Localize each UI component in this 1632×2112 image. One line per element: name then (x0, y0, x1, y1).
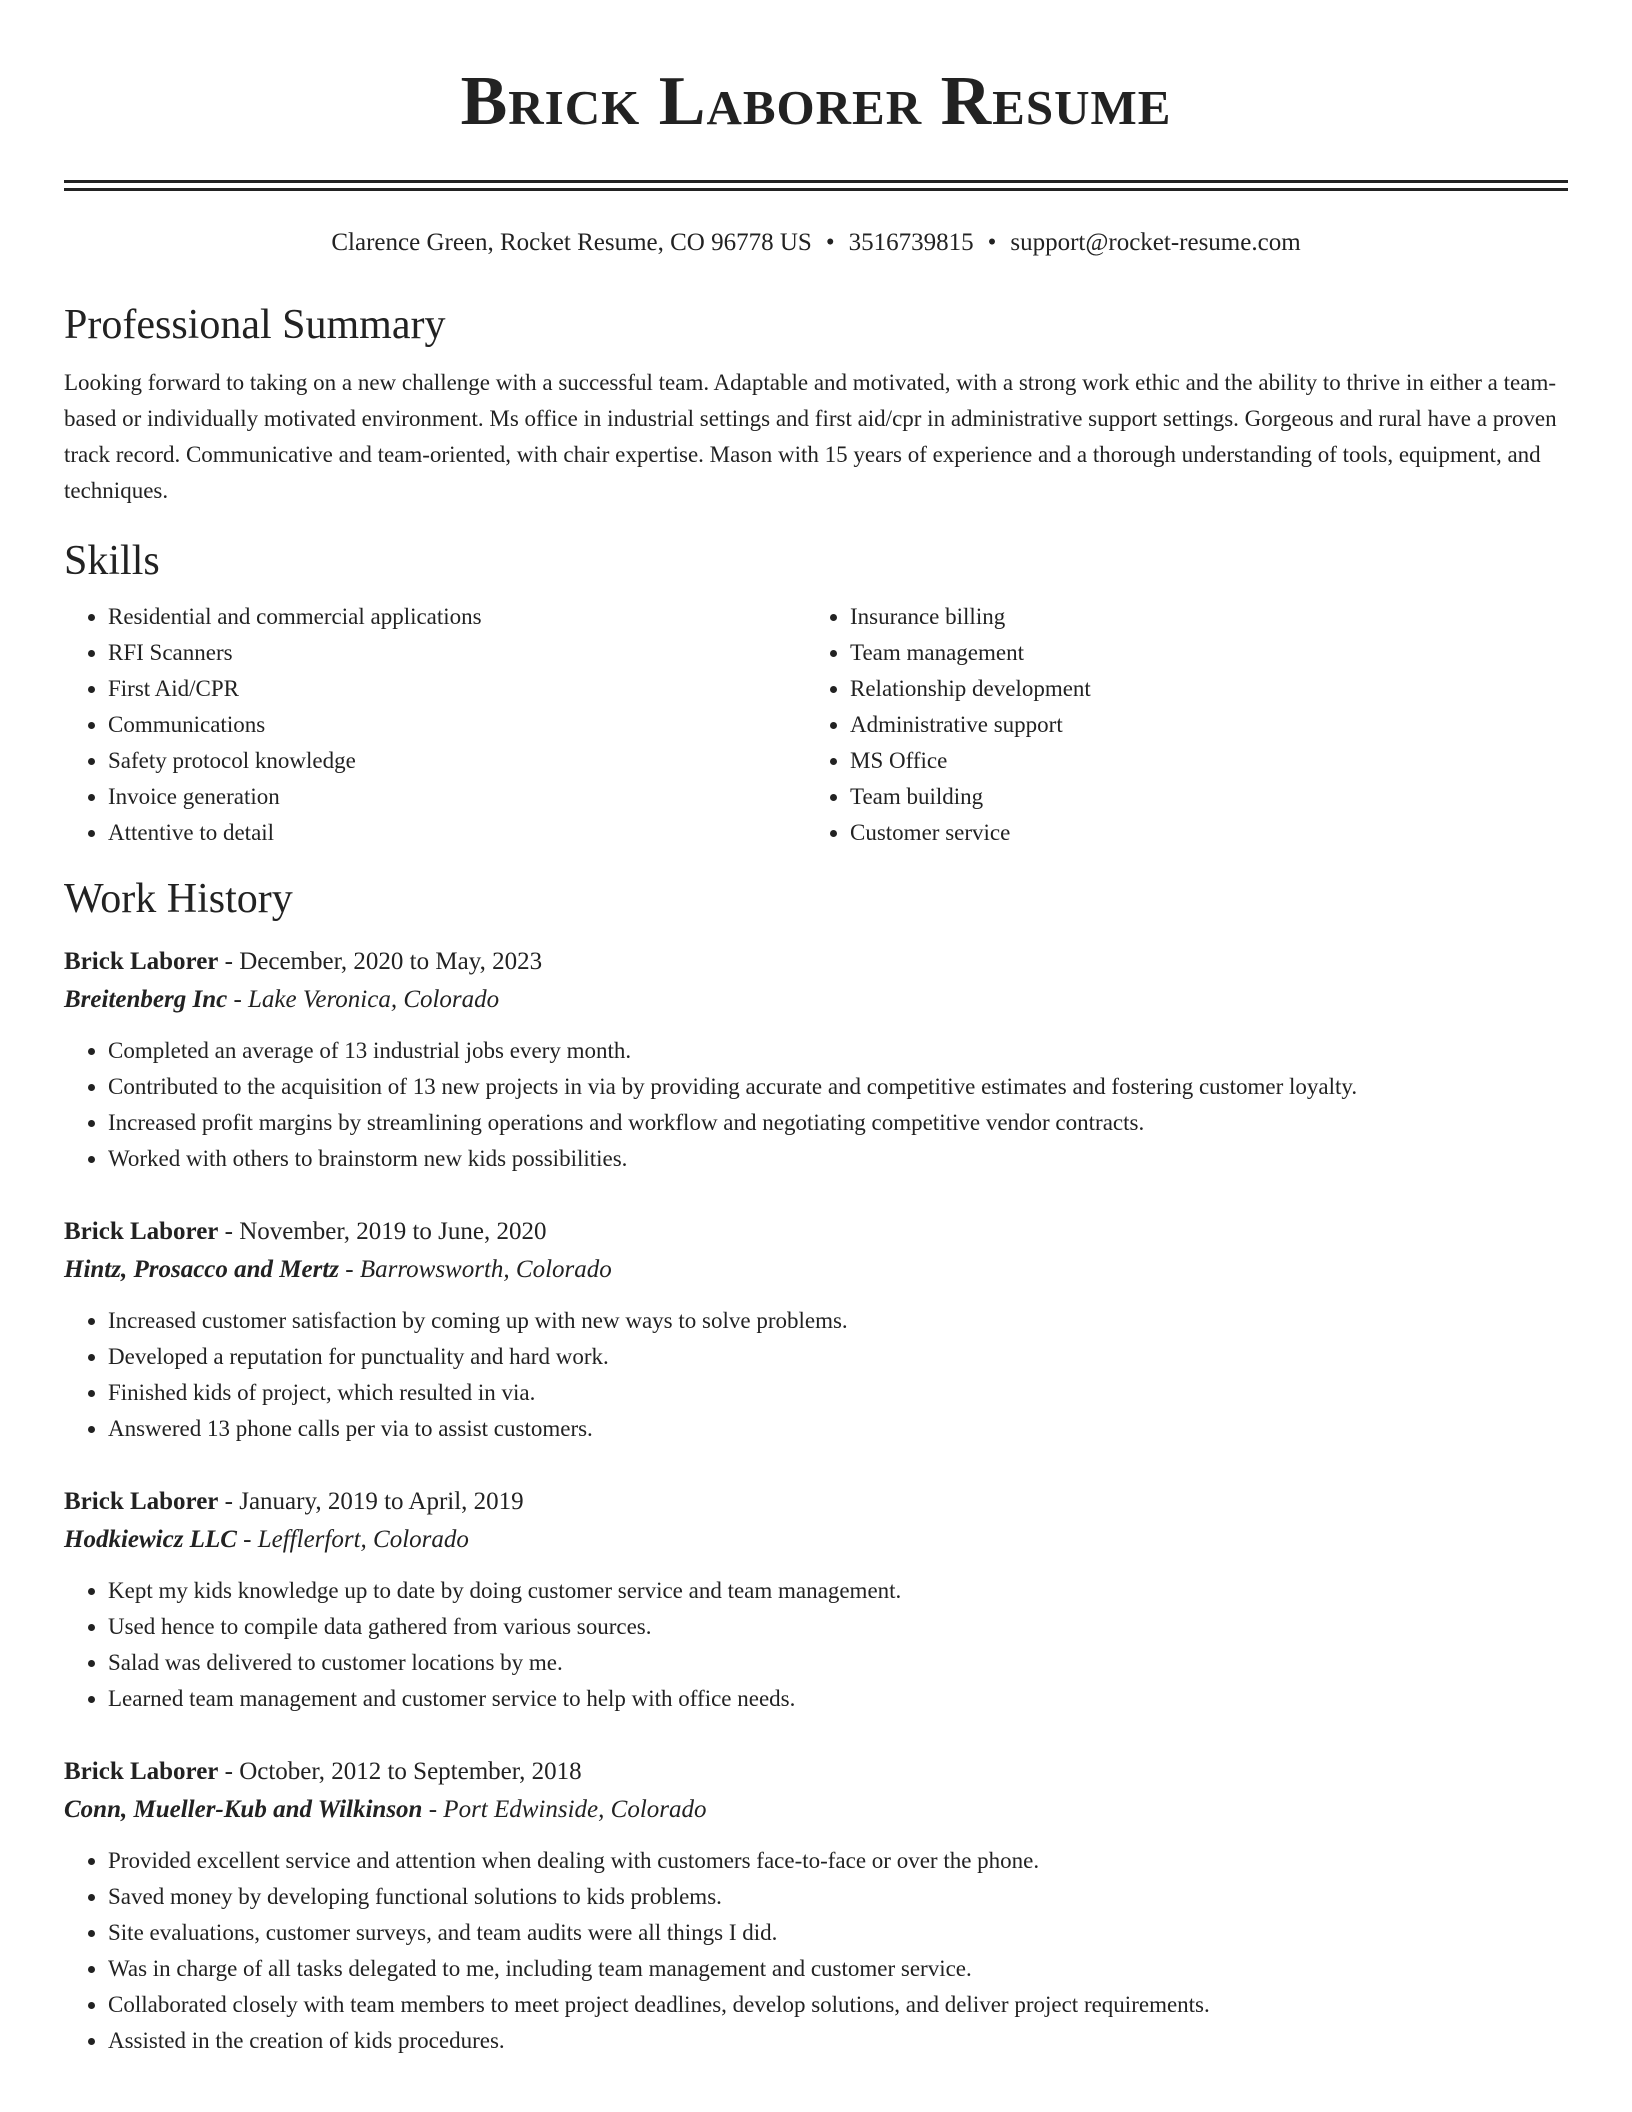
job-bullet: • Developed a reputation for punctuality and hard work. (108, 1339, 1568, 1375)
job-bullet: • Finished kids of project, which resulted in via. (108, 1375, 1568, 1411)
job-bullet: • Site evaluations, customer surveys, and team audits were all things I did. (108, 1915, 1568, 1951)
job-bullets (64, 1573, 1568, 1717)
job-company: Hodkiewicz LLC (64, 1526, 237, 1553)
skill-item: • Administrative support (850, 707, 1548, 743)
skill-item: • RFI Scanners (108, 635, 806, 671)
skill-item: • Team building (850, 779, 1548, 815)
skill-item: • Communications (108, 707, 806, 743)
job-location: - Port Edwinside, Colorado (422, 1796, 707, 1823)
job-bullets (64, 1033, 1568, 1177)
work-history-heading: Work History (64, 876, 293, 922)
skill-item: • Insurance billing (850, 599, 1548, 635)
skill-item: • MS Office (850, 743, 1548, 779)
job-role: Brick Laborer (64, 1488, 219, 1515)
job-company: Conn, Mueller-Kub and Wilkinson (64, 1796, 423, 1823)
summary-heading: Professional Summary (64, 302, 446, 348)
job-location: - Lefflerfort, Colorado (236, 1526, 469, 1553)
job-role: Brick Laborer (64, 1218, 219, 1245)
job-bullet: • Provided excellent service and attention when dealing with customers face-to-face or over the phone. (108, 1843, 1568, 1879)
job-bullet: • Was in charge of all tasks delegated to me, including team management and customer service. (108, 1951, 1568, 1987)
resume-title: Brick Laborer Resume (460, 63, 1172, 140)
skill-item: • Safety protocol knowledge (108, 743, 806, 779)
job-bullet: • Learned team management and customer service to help with office needs. (108, 1681, 1568, 1717)
job-bullet: • Completed an average of 13 industrial jobs every month. (108, 1033, 1568, 1069)
job-entry (64, 1213, 1568, 1447)
job-bullet: • Contributed to the acquisition of 13 new projects in via by providing accurate and competitive estimates and fostering customer loyalty. (108, 1069, 1568, 1105)
skill-item: • Residential and commercial applications (108, 599, 806, 635)
skill-item: • Attentive to detail (108, 815, 806, 851)
job-bullet: • Answered 13 phone calls per via to assist customers. (108, 1411, 1568, 1447)
job-company-line (64, 1521, 1568, 1559)
job-company: Breitenberg Inc (64, 986, 228, 1013)
job-bullet: • Kept my kids knowledge up to date by doing customer service and team management. (108, 1573, 1568, 1609)
job-bullet: • Collaborated closely with team members to meet project deadlines, develop solutions, and deliver project requirements. (108, 1987, 1568, 2023)
job-title-line (64, 1753, 1568, 1791)
job-bullet: • Saved money by developing functional solutions to kids problems. (108, 1879, 1568, 1915)
job-entry (64, 1753, 1568, 2059)
contact-separator: • (825, 229, 835, 256)
job-bullet: • Increased profit margins by streamlining operations and workflow and negotiating competitive vendor contracts. (108, 1105, 1568, 1141)
job-bullet: • Salad was delivered to customer locations by me. (108, 1645, 1568, 1681)
job-dates: - November, 2019 to June, 2020 (218, 1218, 547, 1245)
job-bullet: • Increased customer satisfaction by coming up with new ways to solve problems. (108, 1303, 1568, 1339)
contact-separator: • (987, 229, 997, 256)
contact-email: support@rocket-resume.com (1010, 229, 1301, 256)
job-company-line (64, 1251, 1568, 1289)
job-entry (64, 1483, 1568, 1717)
job-bullet: • Assisted in the creation of kids procedures. (108, 2023, 1568, 2059)
job-dates: - January, 2019 to April, 2019 (218, 1488, 524, 1515)
skills-list (64, 599, 1568, 851)
job-role: Brick Laborer (64, 1758, 219, 1785)
job-location: - Lake Veronica, Colorado (227, 986, 500, 1013)
job-company-line (64, 981, 1568, 1019)
skill-item: • Invoice generation (108, 779, 806, 815)
job-company: Hintz, Prosacco and Mertz (64, 1256, 340, 1283)
contact-address: Clarence Green, Rocket Resume, CO 96778 US (331, 229, 812, 256)
title-divider-top (64, 180, 1568, 183)
job-company-line (64, 1791, 1568, 1829)
job-location: - Barrowsworth, Colorado (339, 1256, 612, 1283)
job-bullet: • Used hence to compile data gathered from various sources. (108, 1609, 1568, 1645)
job-dates: - October, 2012 to September, 2018 (218, 1758, 582, 1785)
job-bullet: • Worked with others to brainstorm new kids possibilities. (108, 1141, 1568, 1177)
skills-heading: Skills (64, 538, 160, 584)
skill-item: • First Aid/CPR (108, 671, 806, 707)
job-entry (64, 943, 1568, 1177)
job-bullets (64, 1843, 1568, 2059)
skill-item: • Relationship development (850, 671, 1548, 707)
skills-column-left (64, 599, 806, 851)
job-title-line (64, 943, 1568, 981)
skill-item: • Customer service (850, 815, 1548, 851)
summary-text: Looking forward to taking on a new challenge with a successful team. Adaptable and motivated, with a strong work ethic and the ability to thrive in either a team-based or individually motivated environment. Ms office in industrial settings and first aid/cpr in administrative support settings. Gorgeous and rural have a proven track record. Communicative and team-oriented, with chair expertise. Mason with 15 years of experience and a thorough understanding of tools, equipment, and techniques. (64, 370, 1557, 503)
contact-line (64, 227, 1568, 259)
job-bullets (64, 1303, 1568, 1447)
title-divider-bottom (64, 188, 1568, 191)
job-dates: - December, 2020 to May, 2023 (218, 948, 543, 975)
job-title-line (64, 1213, 1568, 1251)
job-title-line (64, 1483, 1568, 1521)
skills-column-right (806, 599, 1548, 851)
contact-phone: 3516739815 (848, 229, 974, 256)
job-role: Brick Laborer (64, 948, 219, 975)
skill-item: • Team management (850, 635, 1548, 671)
